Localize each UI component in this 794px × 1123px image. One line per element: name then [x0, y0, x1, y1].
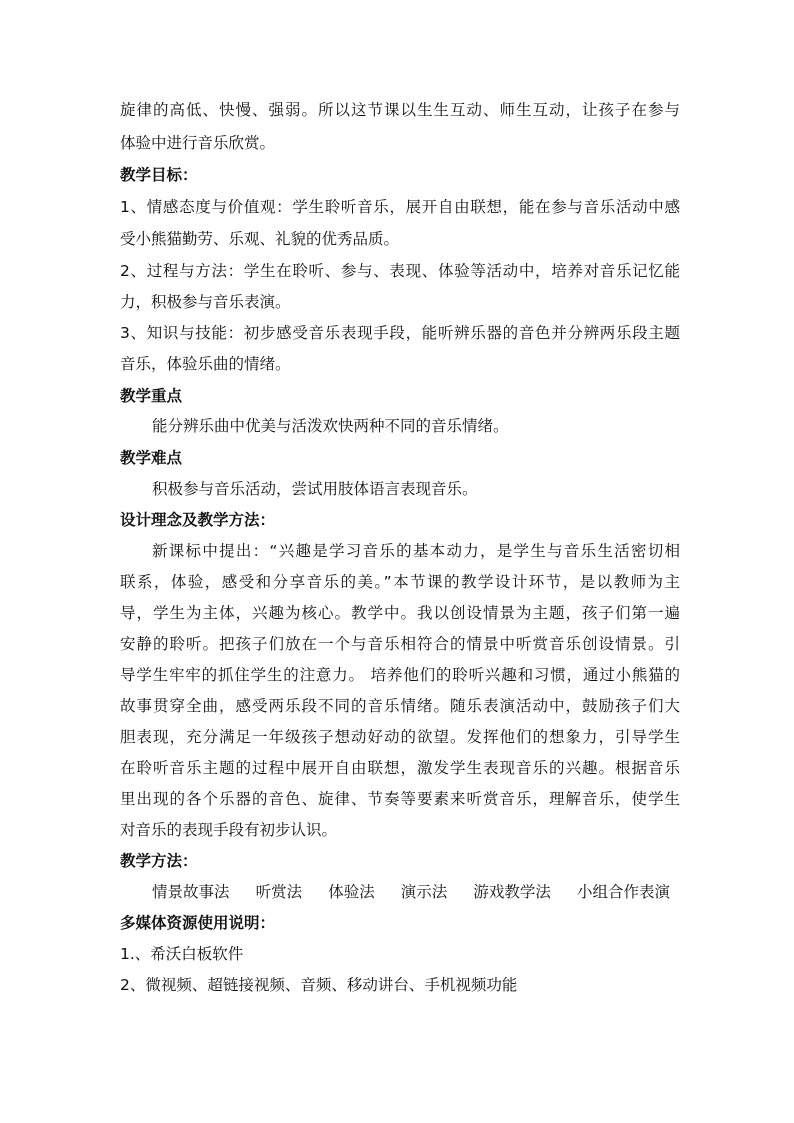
design-line-4: 安静的聆听。把孩子们放在一个与音乐相符合的情景中听赏音乐创设情景。引	[120, 635, 680, 653]
design-line-8: 在聆听音乐主题的过程中展开自由联想，激发学生表现音乐的兴趣。根据音乐	[120, 759, 680, 777]
design-line-5: 导学生牢牢的抓住学生的注意力。 培养他们的聆听兴趣和习惯，通过小熊猫的	[120, 666, 680, 684]
objective-1-line-1: 1、情感态度与价值观：学生聆听音乐，展开自由联想，能在参与音乐活动中感	[120, 198, 680, 216]
design-line-2: 联系，体验，感受和分享音乐的美。”本节课的教学设计环节，是以教师为主	[120, 573, 680, 591]
design-line-7: 胆表现，充分满足一年级孩子想动好动的欲望。发挥他们的想象力，引导学生	[120, 728, 680, 746]
method-item: 体验法	[328, 883, 375, 901]
difficulty-heading: 教学难点	[120, 449, 183, 467]
design-line-6: 故事贯穿全曲，感受两乐段不同的音乐情绪。随乐表演活动中，鼓励孩子们大	[120, 697, 680, 715]
key-point-text: 能分辨乐曲中优美与活泼欢快两种不同的音乐情绪。	[152, 417, 509, 435]
objectives-heading: 教学目标：	[120, 166, 198, 184]
design-line-9: 里出现的各个乐器的音色、旋律、节奏等要素来听赏音乐，理解音乐，使学生	[120, 790, 680, 808]
method-item: 情景故事法	[152, 883, 230, 901]
objective-1-line-2: 受小熊猫勤劳、乐观、礼貌的优秀品质。	[120, 230, 400, 248]
method-item: 演示法	[400, 883, 448, 901]
design-line-10: 对音乐的表现手段有初步认识。	[120, 821, 338, 839]
multimedia-item-1: 1.、希沃白板软件	[120, 945, 244, 963]
objective-3-line-1: 3、知识与技能：初步感受音乐表现手段，能听辨乐器的音色并分辨两乐段主题	[120, 324, 680, 342]
objective-2-line-2: 力，积极参与音乐表演。	[120, 293, 291, 311]
design-line-3: 导，学生为主体，兴趣为核心。教学中。我以创设情景为主题，孩子们第一遍	[120, 604, 680, 622]
multimedia-item-2: 2、微视频、超链接视频、音频、移动讲台、手机视频功能	[120, 976, 518, 994]
design-heading: 设计理念及教学方法：	[120, 511, 276, 529]
method-item: 听赏法	[255, 883, 303, 901]
method-item: 小组合作表演	[576, 883, 670, 901]
intro-line-2: 体验中进行音乐欣赏。	[120, 134, 276, 152]
methods-list	[152, 882, 670, 902]
objective-2-line-1: 2、过程与方法：学生在聆听、参与、表现、体验等活动中，培养对音乐记忆能	[120, 262, 680, 280]
intro-line-1: 旋律的高低、快慢、强弱。所以这节课以生生互动、师生互动，让孩子在参与	[120, 101, 680, 119]
objective-3-line-2: 音乐，体验乐曲的情绪。	[120, 355, 291, 373]
methods-heading: 教学方法：	[120, 852, 198, 870]
multimedia-heading: 多媒体资源使用说明：	[120, 914, 276, 932]
method-item: 游戏教学法	[473, 883, 551, 901]
design-line-1: 新课标中提出：“兴趣是学习音乐的基本动力，是学生与音乐生活密切相	[152, 542, 680, 560]
difficulty-text: 积极参与音乐活动，尝试用肢体语言表现音乐。	[152, 480, 478, 498]
key-point-heading: 教学重点	[120, 387, 183, 405]
